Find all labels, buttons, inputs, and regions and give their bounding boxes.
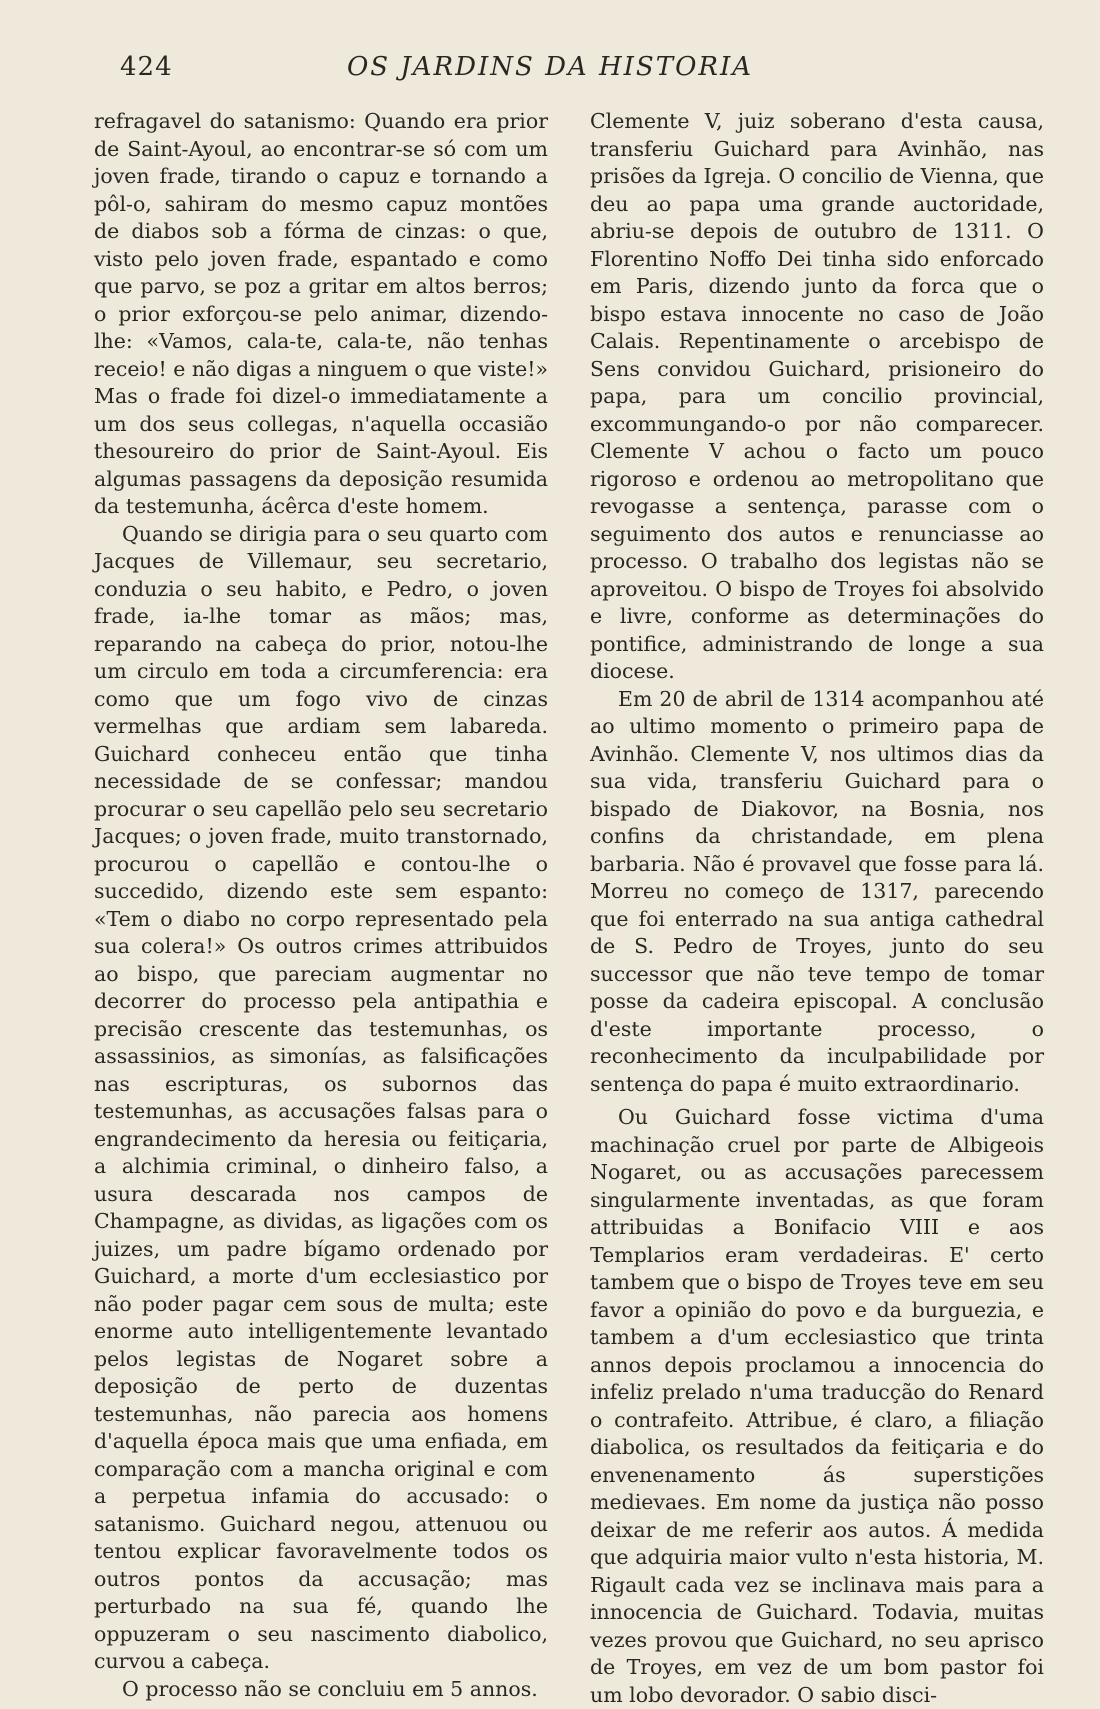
left-column [94, 108, 548, 1703]
page-number: 424 [120, 52, 173, 82]
paragraph: Quando se dirigia para o seu quarto com Jacques de Villemaur, seu secretario, conduzia o seu habito, e Pedro, o joven frade, ia-lhe tomar as mãos; mas, reparando na cabeça do prior, notou-lhe um circulo em toda a circumferencia: era como que um fogo vivo de cinzas vermelhas que ardiam sem labareda. Guichard conheceu então que tinha necessidade de se confessar; mandou procurar o seu capellão pelo seu secretario Jacques; o joven frade, muito transtornado, procurou o capellão e contou-lhe o succedido, dizendo este sem espanto: «Tem o diabo no corpo representado pela sua colera!» Os outros crimes attribuidos ao bispo, que pareciam augmentar no decorrer do processo pela antipathia e precisão crescente das testemunhas, os assassinios, as simonías, as falsificações nas escripturas, os subornos das testemunhas, as accusações falsas para o engrandecimento da heresia ou feitiçaria, a alchimia criminal, o dinheiro falso, a usura descarada nos campos de Champagne, as dividas, as ligações com os juizes, um padre bígamo ordenado por Guichard, a morte d'um ecclesiastico por não poder pagar cem sous de multa; este enorme auto intelligentemente levantado pelos legistas de Nogaret sobre a deposição de perto de duzentas testemunhas, não parecia aos homens d'aquella época mais que uma enfiada, em comparação com a mancha original e com a perpetua infamia do accusado: o satanismo. Guichard negou, attenuou ou tentou explicar favoravelmente todos os outros pontos da accusação; mas perturbado na sua fé, quando lhe oppuzeram o seu nascimento diabolico, curvou a cabeça. [94, 521, 548, 1673]
paragraph: O processo não se concluiu em 5 annos. [122, 1676, 538, 1701]
paragraph: Em 20 de abril de 1314 acompanhou até ao ultimo momento o primeiro papa de Avinhão. Clemente V, nos ultimos dias da sua vida, transferiu Guichard para o bispado de Diakovor, na Bosnia, nos confins da christandade, em plena barbaria. Não é provavel que fosse para lá. Morreu no começo de 1317, parecendo que foi enterrado na sua antiga cathedral de S. Pedro de Troyes, junto do seu successor que não teve tempo de tomar posse da cadeira episcopal. A conclusão d'este importante processo, o reconhecimento da inculpabilidade por sentença do papa é muito extraordinario. [590, 686, 1044, 1096]
right-column [590, 108, 1044, 1709]
paragraph: refragavel do satanismo: Quando era prior de Saint-Ayoul, ao encontrar-se só com um joven frade, tirando o capuz e tornando a pôl-o, sahiram do mesmo capuz montões de diabos sob a fórma de cinzas: o que, visto pelo joven frade, espantado e como que parvo, se poz a gritar em altos berros; o prior exforçou-se pelo animar, dizendo-lhe: «Vamos, cala-te, cala-te, não tenhas receio! e não digas a ninguem o que viste!» Mas o frade foi dizel-o immediatamente a um dos seus collegas, n'aquella occasião thesoureiro do prior de Saint-Ayoul. Eis algumas passagens da deposição resumida da testemunha, ácêrca d'este homem. [94, 109, 548, 518]
paragraph: Clemente V, juiz soberano d'esta causa, transferiu Guichard para Avinhão, nas prisões da Igreja. O concilio de Vienna, que deu ao papa uma grande auctoridade, abriu-se depois de outubro de 1311. O Florentino Noffo Dei tinha sido enforcado em Paris, dizendo junto da forca que o bispo estava innocente no caso de João Calais. Repentinamente o arcebispo de Sens convidou Guichard, prisioneiro do papa, para um concilio provincial, excommungando-o por não comparecer. Clemente V achou o facto um pouco rigoroso e ordenou ao metropolitano que revogasse a sentença, parasse com o seguimento dos autos e renunciasse ao processo. O trabalho dos legistas não se aproveitou. O bispo de Troyes foi absolvido e livre, conforme as determinações do pontifice, administrando de longe a sua diocese. [590, 109, 1044, 683]
paragraph: Ou Guichard fosse victima d'uma machinação cruel por parte de Albigeois Nogaret, ou as accusações parecessem singularmente inventadas, as que foram attribuidas a Bonifacio VIII e aos Templarios eram verdadeiras. E' certo tambem que o bispo de Troyes teve em seu favor a opinião do povo e da burguezia, e tambem a d'um ecclesiastico que trinta annos depois proclamou a innocencia do infeliz prelado n'uma traducção do Renard o contrafeito. Attribue, é claro, a filiação diabolica, os resultados da feitiçaria e do envenenamento ás superstições medievaes. Em nome da justiça não posso deixar de me referir aos autos. Á medida que adquiria maior vulto n'esta historia, M. Rigault cada vez se inclinava mais para a innocencia de Guichard. Todavia, muitas vezes provou que Guichard, no seu aprisco de Troyes, em vez de um bom pastor foi um lobo devorador. O sabio disci- [590, 1105, 1044, 1707]
running-title: OS JARDINS DA HISTORIA [346, 52, 754, 82]
page-header [0, 52, 1100, 88]
